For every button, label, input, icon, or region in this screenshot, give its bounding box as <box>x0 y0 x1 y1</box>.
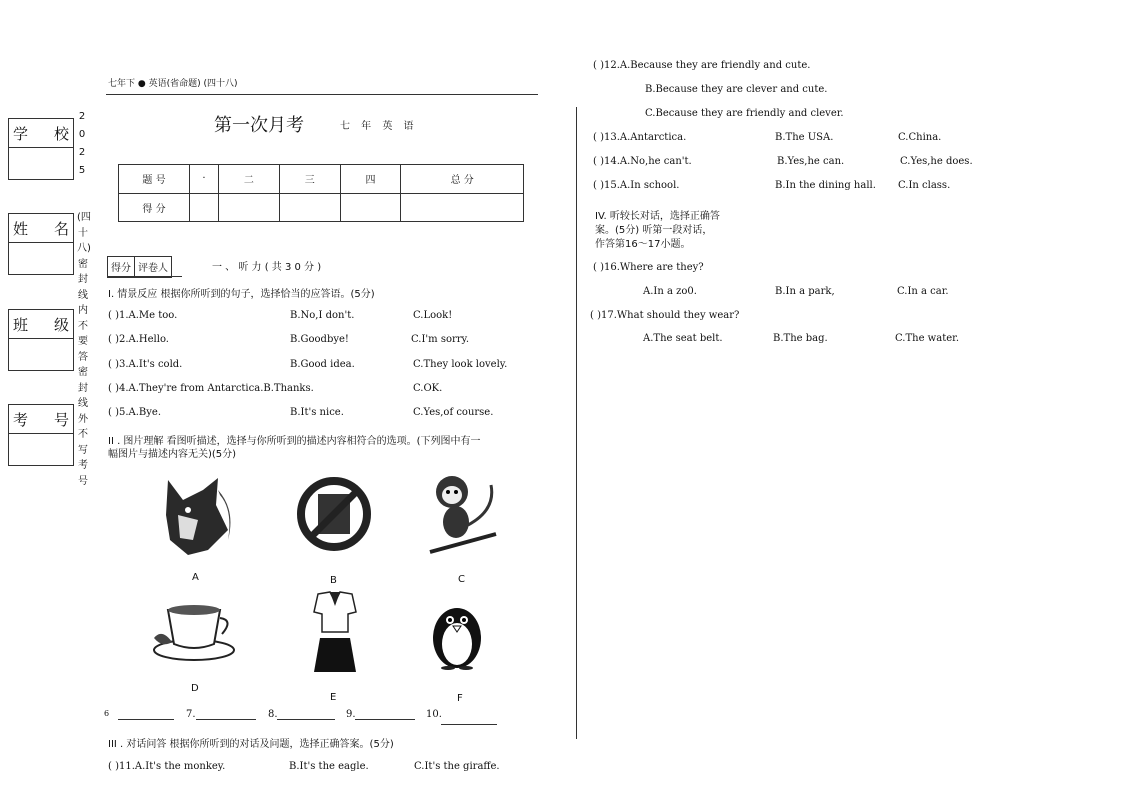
question-3: ( )3.A.It's cold. <box>108 359 183 370</box>
header-rule <box>106 94 538 95</box>
exam-title: 第一次月考 <box>214 115 304 136</box>
question-5: ( )5.A.Bye. <box>108 407 162 418</box>
part4-title-line3: 作答第16～17小题。 <box>595 239 691 250</box>
exam-series-header: 七年下 ● 英语(省命题) (四十八) <box>108 79 238 89</box>
tea-cup-picture <box>150 598 238 670</box>
grader-box <box>107 256 172 278</box>
exam-number-field[interactable] <box>8 404 74 466</box>
score-input-cell[interactable] <box>218 193 279 222</box>
option-b: B.Goodbye! <box>290 334 349 345</box>
score-header-cell: 题 号 <box>119 165 190 194</box>
option-b: B.In a park, <box>775 286 835 297</box>
uniform-picture <box>312 590 358 676</box>
part2-title: II . 图片理解 看图听描述，选择与你所听到的描述内容相符合的选项。(下列图中有一 <box>108 436 481 447</box>
option-b: B.In the dining hall. <box>775 180 876 191</box>
picture-label-b: B <box>330 575 337 586</box>
option-b: B.No,I don't. <box>290 310 355 321</box>
score-input-cell[interactable] <box>190 193 219 222</box>
score-table <box>118 164 524 222</box>
label-char: 考 <box>13 410 29 429</box>
seal-line-vertical-text: (四十八)密封线内不要答密封线外不写考号 <box>77 212 91 487</box>
name-field[interactable] <box>8 213 74 275</box>
wolf-picture <box>158 470 238 560</box>
label-char: 班 <box>13 315 29 334</box>
option-a: A.In a zo0. <box>643 286 697 297</box>
question-2: ( )2.A.Hello. <box>108 334 169 345</box>
grader-underline <box>107 276 182 277</box>
school-field[interactable] <box>8 118 74 180</box>
blank-number: 8. <box>268 709 278 720</box>
question-16: ( )16.Where are they? <box>593 262 704 273</box>
label-char: 号 <box>53 410 69 429</box>
label-char: 级 <box>53 315 69 334</box>
score-input-cell[interactable] <box>279 193 340 222</box>
question-14: ( )14.A.No,he can't. <box>593 156 692 167</box>
option-c: C.Look! <box>413 310 453 321</box>
option-c: C.China. <box>898 132 942 143</box>
option-b: B.Because they are clever and cute. <box>645 84 828 95</box>
picture-label-c: C <box>458 574 465 585</box>
option-b: B.Good idea. <box>290 359 355 370</box>
option-c: C.The water. <box>895 333 959 344</box>
score-header-cell: 总 分 <box>401 165 524 194</box>
part2-title-line2: 幅图片与描述内容无关)(5分) <box>108 449 237 460</box>
grader-name-label: 评卷人 <box>138 263 168 274</box>
option-a: A.The seat belt. <box>643 333 723 344</box>
option-b: B.Yes,he can. <box>777 156 845 167</box>
picture-label-f: F <box>457 693 463 704</box>
option-c: C.I'm sorry. <box>411 334 470 345</box>
label-char: 姓 <box>13 219 29 238</box>
picture-label-e: E <box>330 692 337 703</box>
blank-number: 7. <box>186 709 196 720</box>
section-title: 一 、 听 力 ( 共 3 0 分 ) <box>212 262 322 273</box>
score-input-cell[interactable] <box>401 193 524 222</box>
option-c: C.In a car. <box>897 286 949 297</box>
blank-number: 6 <box>104 709 110 718</box>
option-c: C.It's the giraffe. <box>414 761 500 772</box>
picture-label-a: A <box>192 572 199 583</box>
exam-subtitle: 七 年 英 语 <box>340 121 414 132</box>
question-13: ( )13.A.Antarctica. <box>593 132 687 143</box>
option-c: C.They look lovely. <box>413 359 508 370</box>
answer-blank-9[interactable] <box>355 707 415 720</box>
column-divider <box>576 107 577 739</box>
option-b: B.The bag. <box>773 333 828 344</box>
option-c: C.In class. <box>898 180 951 191</box>
penguin-picture <box>426 598 488 670</box>
question-17: ( )17.What should they wear? <box>590 310 740 321</box>
blank-number: 10. <box>426 709 442 720</box>
part4-title: IV. 听较长对话，选择正确答 <box>595 211 720 222</box>
question-15: ( )15.A.In school. <box>593 180 680 191</box>
score-header-cell: 二 <box>218 165 279 194</box>
option-c: C.Yes,he does. <box>900 156 973 167</box>
question-12: ( )12.A.Because they are friendly and cute. <box>593 60 811 71</box>
blank-number: 9. <box>346 709 356 720</box>
score-header-cell: 四 <box>340 165 401 194</box>
part1-title: I. 情景反应 根据你所听到的句子，选择恰当的应答语。(5分) <box>108 289 375 300</box>
year-vertical: 2025 <box>78 111 86 176</box>
picture-label-d: D <box>191 683 199 694</box>
question-1: ( )1.A.Me too. <box>108 310 178 321</box>
label-char: 名 <box>53 219 69 238</box>
label-char: 学 <box>13 124 29 143</box>
answer-blank-6[interactable] <box>118 707 174 720</box>
monkey-picture <box>426 470 500 556</box>
question-11: ( )11.A.It's the monkey. <box>108 761 226 772</box>
grader-score-label: 得分 <box>108 257 135 277</box>
option-b: B.It's nice. <box>290 407 344 418</box>
score-input-cell[interactable] <box>340 193 401 222</box>
no-sign-picture <box>296 476 372 552</box>
option-c: C.OK. <box>413 383 443 394</box>
option-b: B.The USA. <box>775 132 834 143</box>
answer-blank-10[interactable] <box>441 712 497 725</box>
score-header-cell: 三 <box>279 165 340 194</box>
option-c: C.Yes,of course. <box>413 407 494 418</box>
question-4: ( )4.A.They're from Antarctica.B.Thanks. <box>108 383 314 394</box>
class-field[interactable] <box>8 309 74 371</box>
score-header-cell: · <box>190 165 219 194</box>
part4-title-line2: 案。(5分) 听第一段对话， <box>595 225 713 236</box>
option-c: C.Because they are friendly and clever. <box>645 108 844 119</box>
label-char: 校 <box>53 124 69 143</box>
answer-blank-8[interactable] <box>277 707 335 720</box>
score-row-label: 得 分 <box>119 193 190 222</box>
answer-blank-7[interactable] <box>196 707 256 720</box>
option-b: B.It's the eagle. <box>289 761 369 772</box>
part3-title: III . 对话问答 根据你所听到的对话及问题，选择正确答案。(5分) <box>108 739 394 750</box>
